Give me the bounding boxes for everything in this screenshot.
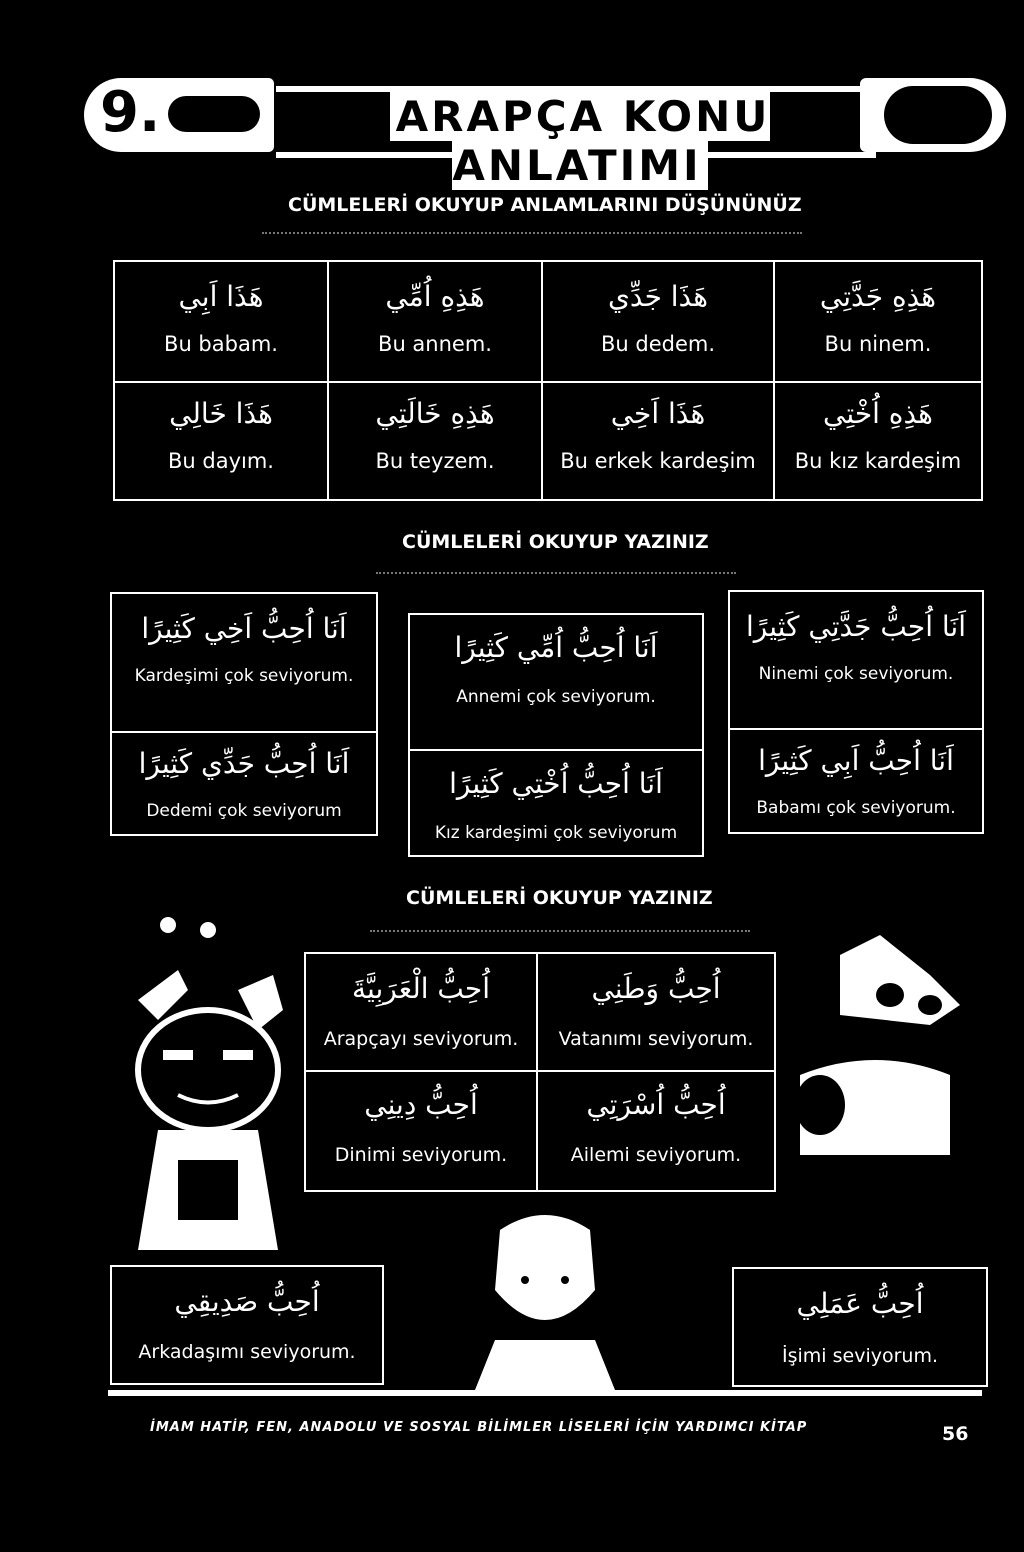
arabic-text: هَذَا جَدِّي	[607, 280, 709, 313]
section1-cell	[114, 261, 328, 382]
section1-cell	[774, 261, 982, 382]
sentence-cell	[730, 744, 982, 818]
arabic-text: هَذِهِ خَالَتِي	[375, 397, 495, 430]
turkish-text: Vatanımı seviyorum.	[558, 1027, 754, 1050]
arabic-text: اُحِبُّ اُسْرَتِي	[586, 1088, 726, 1121]
section1-cell	[542, 261, 774, 382]
section2-rule	[376, 572, 736, 574]
arabic-text: اَنَا اُحِبُّ جَدِّي كَثِيرًا	[138, 747, 350, 780]
child-cartoon-illustration	[470, 1200, 620, 1390]
header-end-cap-inner	[884, 86, 992, 144]
turkish-text: Ailemi seviyorum.	[570, 1143, 742, 1166]
section1-cell	[114, 382, 328, 500]
sentence-cell	[537, 1071, 775, 1191]
sentence-cell	[112, 747, 376, 821]
arabic-text: اَنَا اُحِبُّ اُمِّي كَثِيرًا	[454, 631, 658, 664]
turkish-text: Bu dedem.	[600, 331, 716, 356]
section1-cell	[328, 261, 542, 382]
turkish-text: Bu annem.	[378, 331, 492, 356]
turkish-text: Dedemi çok seviyorum	[146, 800, 342, 821]
arabic-text: هَذَا اَخِي	[610, 397, 706, 430]
arabic-text: اَنَا اُحِبُّ اُخْتِي كَثِيرًا	[449, 767, 663, 800]
sentence-cell	[112, 612, 376, 731]
section3-table	[304, 952, 776, 1192]
unit-number: 9.	[100, 80, 161, 145]
section1-cell	[774, 382, 982, 500]
turkish-text: Arkadaşımı seviyorum.	[138, 1340, 356, 1363]
turkish-text: Ninemi çok seviyorum.	[758, 663, 954, 684]
arabic-text: اَنَا اُحِبُّ اَبِي كَثِيرًا	[758, 744, 954, 777]
footer-rule	[108, 1390, 982, 1396]
divider	[112, 731, 376, 733]
arabic-text: اُحِبُّ وَطَنِي	[591, 972, 721, 1005]
sentence-cell	[305, 953, 537, 1071]
sentence-cell	[730, 610, 982, 728]
arabic-text: اَنَا اُحِبُّ جَدَّتِي كَثِيرًا	[746, 610, 966, 643]
header-logo-blob	[168, 96, 260, 132]
turkish-text: Dinimi seviyorum.	[334, 1143, 508, 1166]
bottom-left-box	[110, 1265, 384, 1385]
sentence-cell	[410, 631, 702, 749]
arabic-text: هَذَا اَبِي	[178, 280, 264, 313]
section1-table	[113, 260, 983, 501]
turkish-text: Bu dayım.	[168, 448, 274, 473]
turkish-text: Bu erkek kardeşim	[560, 448, 756, 473]
turkish-text: İşimi seviyorum.	[782, 1344, 938, 1367]
section1-cell	[542, 382, 774, 500]
arabic-text: اُحِبُّ دِينِي	[364, 1088, 478, 1121]
turkish-text: Bu ninem.	[824, 331, 932, 356]
arabic-text: هَذِهِ اُخْتِي	[823, 397, 933, 430]
section1-cell	[328, 382, 542, 500]
girl-cartoon-illustration	[780, 935, 970, 1195]
turkish-text: Bu teyzem.	[375, 448, 495, 473]
arabic-text: هَذِهِ جَدَّتِي	[819, 280, 937, 313]
turkish-text: Babamı çok seviyorum.	[756, 797, 956, 818]
turkish-text: Bu babam.	[164, 331, 278, 356]
arabic-text: اُحِبُّ الْعَرَبِيَّةَ	[351, 972, 490, 1005]
bottom-right-box	[732, 1267, 988, 1387]
section1-title: CÜMLELERİ OKUYUP ANLAMLARINI DÜŞÜNÜNÜZ	[288, 194, 802, 216]
arabic-text: اُحِبُّ عَمَلِي	[796, 1287, 924, 1320]
footer-text: İMAM HATİP, FEN, ANADOLU VE SOSYAL BİLİMLER LİSELERİ İÇİN YARDIMCI KİTAP	[150, 1420, 808, 1435]
page-number: 56	[942, 1423, 969, 1445]
arabic-text: اُحِبُّ صَدِيقِي	[174, 1285, 320, 1318]
divider	[730, 728, 982, 730]
section2-middle-box	[408, 613, 704, 857]
section2-left-box	[110, 592, 378, 836]
sentence-cell	[305, 1071, 537, 1191]
arabic-text: اَنَا اُحِبُّ اَخِي كَثِيرًا	[141, 612, 347, 645]
turkish-text: Kız kardeşimi çok seviyorum	[434, 822, 678, 843]
arabic-text: هَذِهِ اُمِّي	[385, 280, 485, 313]
section3-title: CÜMLELERİ OKUYUP YAZINIZ	[406, 887, 713, 909]
turkish-text: Kardeşimi çok seviyorum.	[134, 665, 354, 686]
section1-rule	[262, 232, 802, 234]
arabic-text: هَذَا خَالِي	[169, 397, 273, 430]
sentence-cell	[410, 767, 702, 843]
boy-cartoon-illustration	[108, 880, 304, 1260]
header-title: ARAPÇA KONU ANLATIMI	[290, 92, 870, 190]
turkish-text: Annemi çok seviyorum.	[456, 686, 656, 707]
turkish-text: Bu kız kardeşim	[794, 448, 962, 473]
section3-rule	[370, 930, 750, 932]
section2-title: CÜMLELERİ OKUYUP YAZINIZ	[402, 531, 709, 553]
turkish-text: Arapçayı seviyorum.	[323, 1027, 519, 1050]
divider	[410, 749, 702, 751]
sentence-cell	[537, 953, 775, 1071]
section2-right-box	[728, 590, 984, 834]
